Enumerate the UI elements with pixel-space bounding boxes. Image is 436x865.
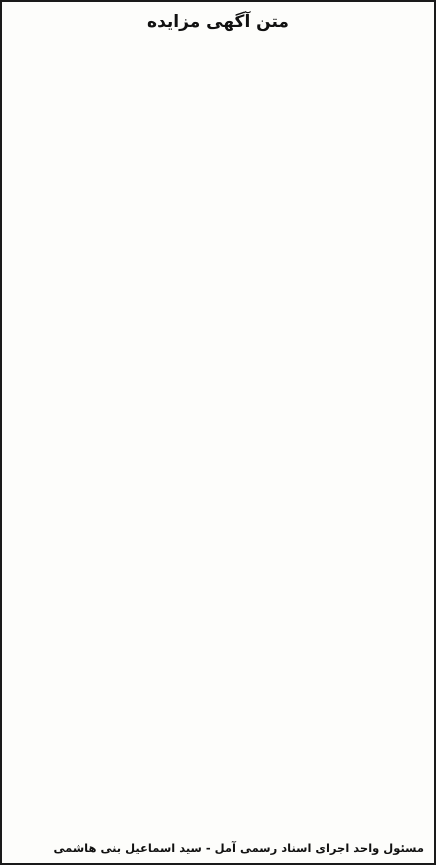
notice-title: متن آگهی مزایده (147, 12, 289, 32)
notice-body (12, 40, 424, 837)
notice-signature: مسئول واحد اجرای اسناد رسمی آمل - سید اسماعیل بنی هاشمی (53, 841, 424, 855)
